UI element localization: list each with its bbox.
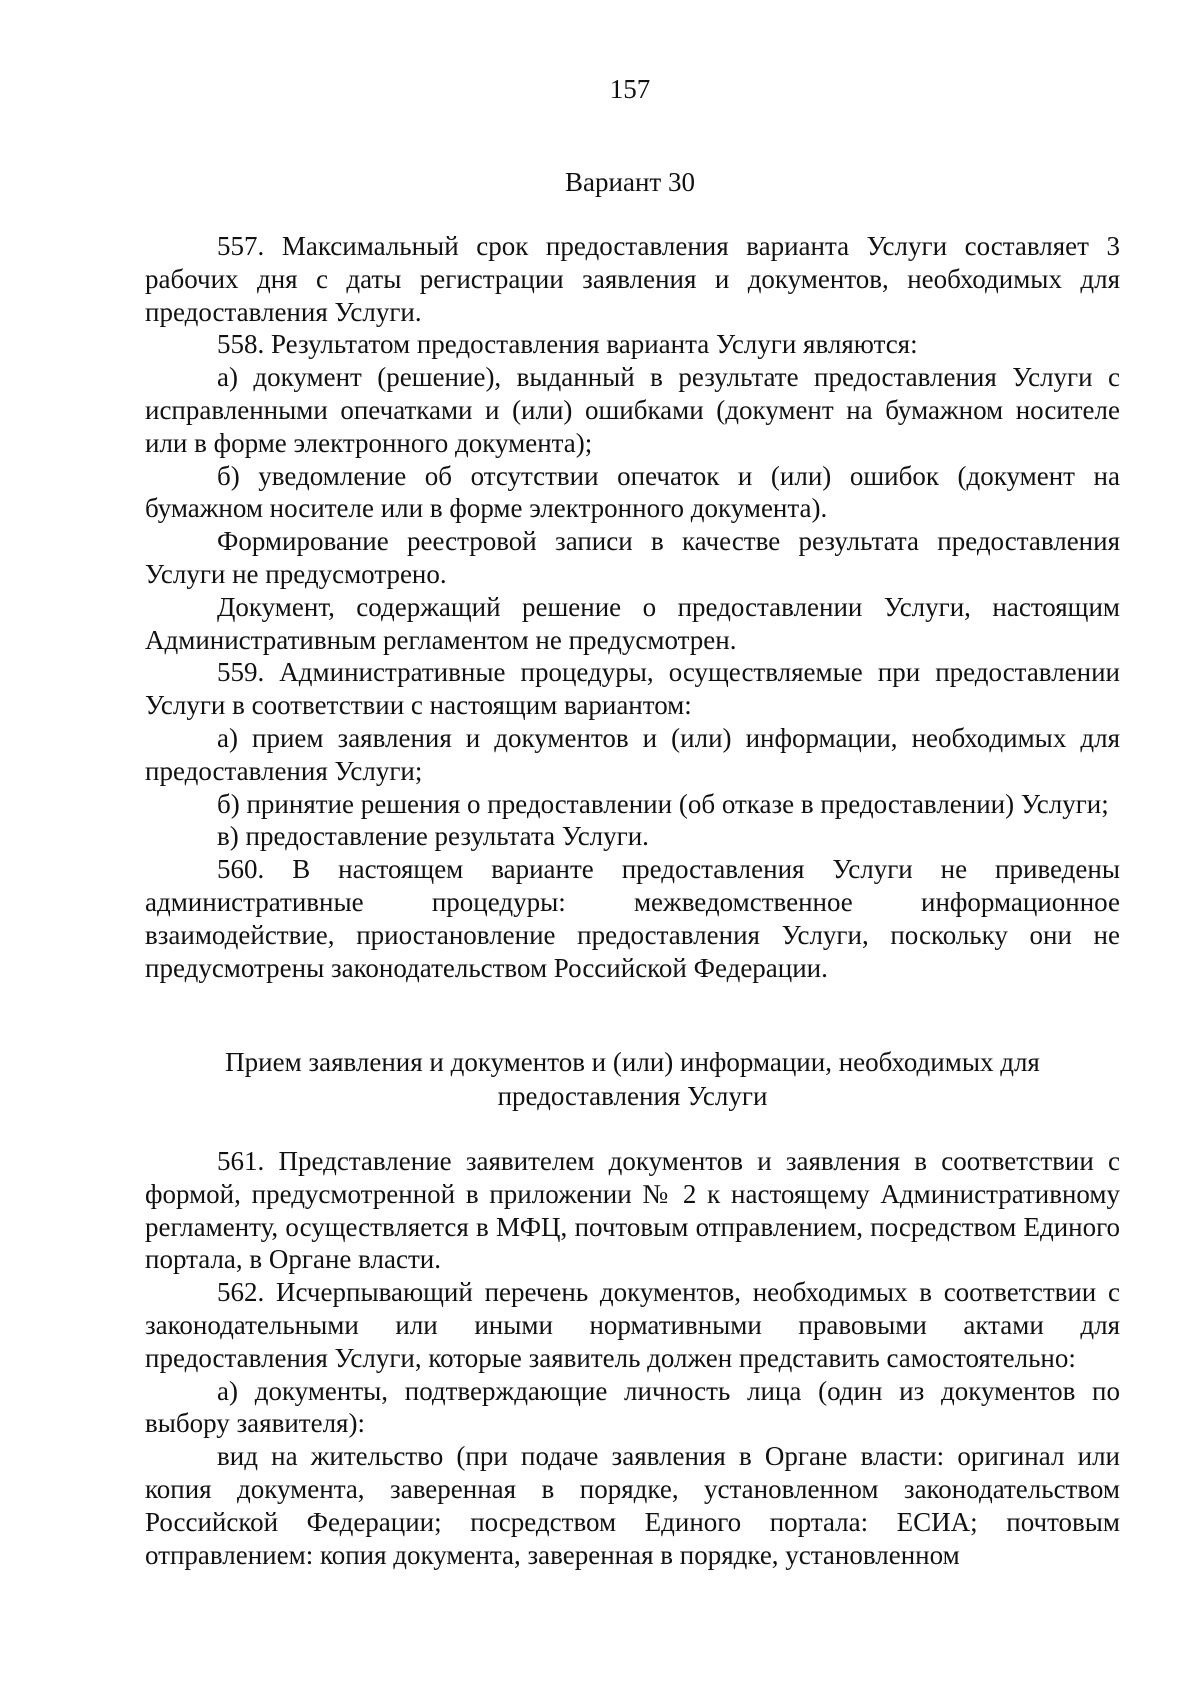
paragraph-561: 561. Представление заявителем документов и заявления в соответствии с формой, предусмотренной в приложении № 2 к настоящему Административному регламенту, осуществляется в МФЦ, почтовым отправлением, посредством Единого портала, в Органе власти.	[145, 1146, 1120, 1275]
section-heading-line-1: Прием заявления и документов и (или) информации, необходимых для	[225, 1047, 1040, 1077]
section-heading	[145, 1045, 1120, 1113]
paragraph-557: 557. Максимальный срок предоставления варианта Услуги составляет 3 рабочих дня с даты регистрации заявления и документов, необходимых для предоставления Услуги.	[145, 231, 1120, 327]
paragraph-559-b: б) принятие решения о предоставлении (об отказе в предоставлении) Услуги;	[217, 788, 1109, 819]
paragraph-registry: Формирование реестровой записи в качестве результата предоставления Услуги не предусмотрено.	[145, 526, 1120, 589]
variant-title: Вариант 30	[565, 167, 695, 197]
section-heading-line-2: предоставления Услуги	[497, 1081, 768, 1111]
paragraphs-top	[145, 230, 1120, 984]
paragraph-558-b: б) уведомление об отсутствии опечаток и (или) ошибок (документ на бумажном носителе или в форме электронного документа).	[145, 460, 1120, 524]
paragraph-560: 560. В настоящем варианте предоставления Услуги не приведены административные процедуры: межведомственное информационное взаимодействие, приостановление предоставления Услуги, поскольку они не предусмотрены законодательством Российской Федерации.	[145, 854, 1120, 983]
page-number: 157	[609, 74, 651, 104]
paragraph-decision-document: Документ, содержащий решение о предоставлении Услуги, настоящим Административным регламентом не предусмотрен.	[145, 591, 1120, 655]
paragraph-residence-permit: вид на жительство (при подаче заявления в Органе власти: оригинал или копия документа, заверенная в порядке, установленном законодательством Российской Федерации; посредством Единого портала: ЕСИА; почтовым отправлением: копия документа, заверенная в порядке, установленном	[145, 1441, 1120, 1570]
paragraphs-bottom	[145, 1145, 1120, 1571]
paragraph-559: 559. Административные процедуры, осуществляемые при предоставлении Услуги в соответствии с настоящим вариантом:	[145, 657, 1120, 721]
paragraph-562-a: а) документы, подтверждающие личность лица (один из документов по выбору заявителя):	[145, 1375, 1120, 1439]
paragraph-559-c: в) предоставление результата Услуги.	[217, 821, 649, 852]
paragraph-558-a: а) документ (решение), выданный в результате предоставления Услуги с исправленными опечатками и (или) ошибками (документ на бумажном носителе или в форме электронного документа);	[145, 362, 1120, 458]
paragraph-562: 562. Исчерпывающий перечень документов, необходимых в соответствии с законодательными или иными нормативными правовыми актами для предоставления Услуги, которые заявитель должен представить самостоятельно:	[145, 1277, 1120, 1373]
paragraph-559-a: а) прием заявления и документов и (или) информации, необходимых для предоставления Услуги;	[145, 722, 1120, 786]
paragraph-558: 558. Результатом предоставления варианта Услуги являются:	[217, 329, 918, 360]
